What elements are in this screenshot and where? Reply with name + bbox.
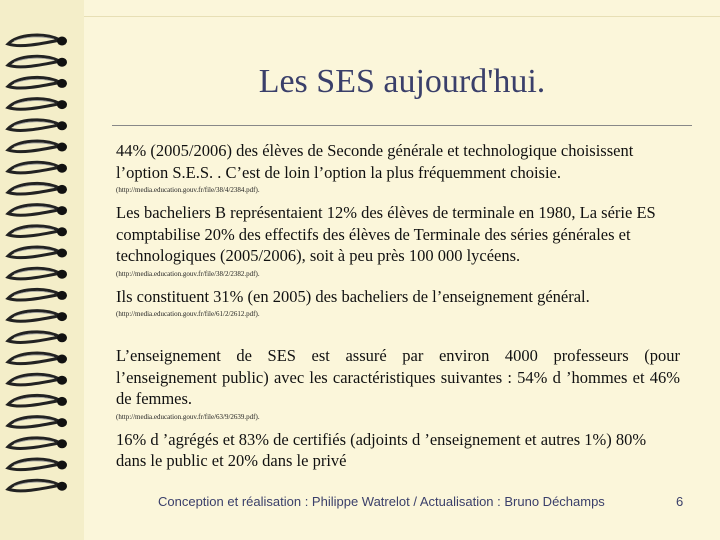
binding-ring — [8, 141, 67, 152]
paragraph-professeurs: L’enseignement de SES est assuré par environ 4000 professeurs (pour l’enseignement public) avec les caractéristiques suivantes : 54% d ’hommes et 46% de femmes. — [116, 346, 680, 408]
binding-ring — [8, 35, 67, 46]
binding-ring — [8, 332, 67, 343]
binding-ring — [8, 162, 67, 173]
source-link[interactable]: (http://media.education.gouv.fr/file/38/2/2382.pdf). — [116, 269, 260, 278]
binding-ring — [8, 77, 67, 88]
binding-ring — [8, 438, 67, 449]
slide-content — [116, 140, 680, 472]
binding-ring — [8, 353, 67, 364]
binding-ring — [8, 226, 67, 237]
binding-ring — [8, 56, 67, 67]
paragraph-bacheliers-es: Les bacheliers B représentaient 12% des élèves de terminale en 1980, La série ES comptabilise 20% des effectifs des élèves de Terminale des séries générales et technologiques (2005/2006), soit à peu près 100 000 lycéens. — [116, 203, 656, 265]
binding-ring — [8, 459, 67, 470]
paragraph-certifies: 16% d ’agrégés et 83% de certifiés (adjoints d ’enseignement et autres 1%) 80% dans le public et 20% dans le privé — [116, 429, 647, 470]
binding-ring — [8, 311, 67, 322]
binding-ring — [8, 268, 67, 279]
binding-ring — [8, 395, 67, 406]
binding-ring — [8, 289, 67, 300]
spiral-binding — [0, 0, 90, 540]
title-divider — [112, 125, 692, 126]
source-link[interactable]: (http://media.education.gouv.fr/file/63/9/2639.pdf). — [116, 412, 260, 421]
binding-ring — [8, 183, 67, 194]
paragraph-seconde-option: 44% (2005/2006) des élèves de Seconde générale et technologique choisissent l’option S.E.S. . C’est de loin l’option la plus fréquemment choisie. — [116, 141, 634, 182]
slide-title: Les SES aujourd'hui. — [258, 63, 546, 100]
binding-ring — [8, 374, 67, 385]
binding-ring — [8, 120, 67, 131]
binding-ring — [8, 480, 67, 491]
paragraph-part-bacheliers: Ils constituent 31% (en 2005) des bacheliers de l’enseignement général. — [116, 286, 590, 306]
binding-ring — [8, 247, 67, 258]
binding-ring — [8, 205, 67, 216]
binding-ring — [8, 99, 67, 110]
page-number: 6 — [676, 494, 684, 509]
source-link[interactable]: (http://media.education.gouv.fr/file/38/4/2384.pdf). — [116, 186, 260, 194]
footer-credit: Conception et réalisation : Philippe Watrelot / Actualisation : Bruno Déchamps — [158, 494, 605, 509]
source-link[interactable]: (http://media.education.gouv.fr/file/61/2/2612.pdf). — [116, 310, 260, 318]
page-edge — [84, 16, 720, 17]
binding-ring — [8, 417, 67, 428]
